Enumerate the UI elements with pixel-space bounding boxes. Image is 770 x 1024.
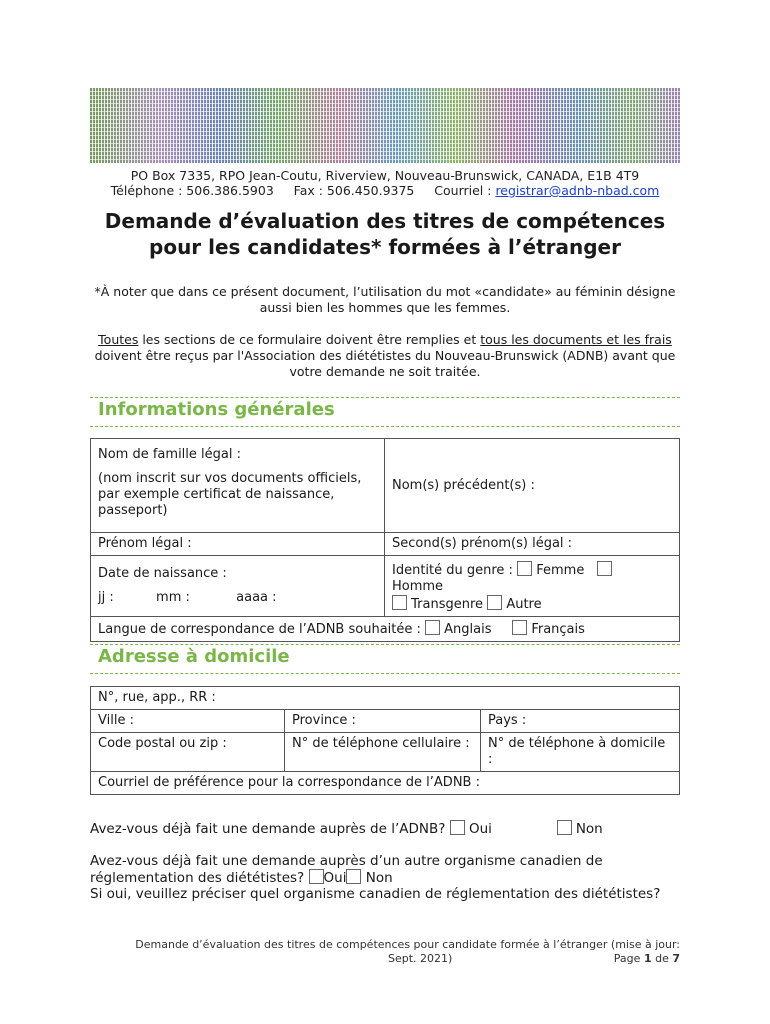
page-title [0,208,770,260]
question-adnb-no-label: Non [575,821,603,837]
address-table [90,686,680,795]
gender-male-label: Homme [392,579,444,594]
page-footer [110,938,680,966]
email-cell[interactable] [91,772,680,795]
question-adnb-prior [90,820,603,837]
question-adnb-no-checkbox[interactable] [557,820,572,835]
question-other-no-checkbox[interactable] [346,869,361,884]
question-other-text: Avez-vous déjà fait une demande auprès d’un autre organisme canadien de réglementation des diététistes? [90,853,603,886]
header-address: PO Box 7335, RPO Jean-Coutu, Riverview, Nouveau-Brunswick, CANADA, E1B 4T9 [130,168,640,183]
postal-cell[interactable] [91,733,285,772]
email-label: Courriel de préférence pour la correspondance de l’ADNB : [98,775,480,790]
dob-day-label: jj : [98,590,114,605]
footer-page-label: Page [613,952,641,965]
language-cell [91,617,680,642]
question-adnb-yes-checkbox[interactable] [450,820,465,835]
question-adnb-yes-label: Oui [468,821,492,837]
footer-pagination [614,952,680,966]
gender-male-checkbox[interactable] [597,561,612,576]
general-info-table [90,438,680,642]
dob-year-label: aaaa : [236,590,277,605]
intro-emphasis-docs: tous les documents et les frais [480,332,672,347]
language-english-checkbox[interactable] [425,620,440,635]
footer-date: Sept. 2021) [388,952,453,965]
province-cell[interactable] [285,710,481,733]
question-adnb-text: Avez-vous déjà fait une demande auprès de l’ADNB? [90,821,446,837]
adnb-logo [90,88,680,163]
street-cell[interactable] [91,687,680,710]
gender-label: Identité du genre : [392,563,513,578]
cell-phone-label: N° de téléphone cellulaire : [292,736,470,751]
city-cell[interactable] [91,710,285,733]
province-label: Province : [292,713,356,728]
footer-page-total: 7 [672,952,680,965]
header-contacts [0,183,770,198]
gender-other-label: Autre [506,597,542,612]
home-phone-label: N° de téléphone à domicile : [488,736,666,767]
intro-text-1: les sections de ce formulaire doivent être remplies et [138,332,481,347]
section-title-address: Adresse à domicile [98,646,290,667]
postal-label: Code postal ou zip : [98,736,227,751]
dob-label: Date de naissance : [98,566,227,581]
question-other-body [90,853,650,886]
street-label: N°, rue, app., RR : [98,690,216,705]
cell-phone-cell[interactable] [285,733,481,772]
header-email-label: Courriel : [434,183,492,198]
dob-fields [98,590,377,606]
gender-transgender-checkbox[interactable] [392,595,407,610]
footer-page-number: 1 [643,952,652,965]
question-other-no-label: Non [365,870,393,886]
middle-names-cell[interactable] [385,533,680,556]
footer-doc-title: Demande d’évaluation des titres de compétences pour candidate formée à l’étranger (mise à jour: [135,938,680,951]
dob-cell[interactable] [91,556,385,617]
country-cell[interactable] [481,710,680,733]
home-phone-cell[interactable] [481,733,680,772]
language-english-label: Anglais [444,622,492,637]
legal-name-label: Nom de famille légal : [98,447,241,462]
title-line-1: Demande d’évaluation des titres de compétences [104,209,666,233]
question-which-body: Si oui, veuillez préciser quel organisme canadien de réglementation des diététistes? [90,886,661,902]
section-header-address [90,644,680,674]
language-french-checkbox[interactable] [512,620,527,635]
legal-name-cell[interactable] [91,439,385,533]
first-name-label: Prénom légal : [98,536,192,551]
first-name-cell[interactable] [91,533,385,556]
header-phone: Téléphone : 506.386.5903 [110,183,274,198]
previous-names-label: Nom(s) précédent(s) : [392,477,535,493]
gender-female-label: Femme [536,563,585,578]
intro-paragraph [85,332,685,380]
header-email-link[interactable]: registrar@adnb-nbad.com [495,183,660,198]
language-french-label: Français [531,622,585,637]
gender-note: *À noter que dans ce présent document, l’utilisation du mot «candidate» au féminin désigne aussi bien les hommes que les femmes. [94,284,676,315]
question-other-yes-checkbox[interactable] [309,869,324,884]
gender-cell [385,556,680,617]
footer-of-label: de [655,952,669,965]
gender-other-checkbox[interactable] [487,595,502,610]
previous-names-cell[interactable] [385,439,680,533]
middle-names-label: Second(s) prénom(s) légal : [392,536,573,551]
gender-female-checkbox[interactable] [517,561,532,576]
section-header-general [90,397,680,427]
dob-month-label: mm : [156,590,190,605]
title-line-2: pour les candidates* formées à l’étranger [149,235,621,259]
intro-emphasis-all: Toutes [98,332,139,347]
gender-transgender-label: Transgenre [411,597,484,612]
country-label: Pays : [488,713,527,728]
intro-text-2: doivent être reçus par l'Association des diététistes du Nouveau-Brunswick (ADNB) avant que votre demande ne soit traitée. [94,348,676,379]
language-label: Langue de correspondance de l’ADNB souhaitée : [98,622,421,637]
section-title-general: Informations générales [98,399,335,420]
header-fax: Fax : 506.450.9375 [293,183,415,198]
city-label: Ville : [98,713,134,728]
question-other-yes-label: Oui [323,870,347,886]
legal-name-hint: (nom inscrit sur vos documents officiels, par exemple certificat de naissance, passeport) [98,471,362,518]
